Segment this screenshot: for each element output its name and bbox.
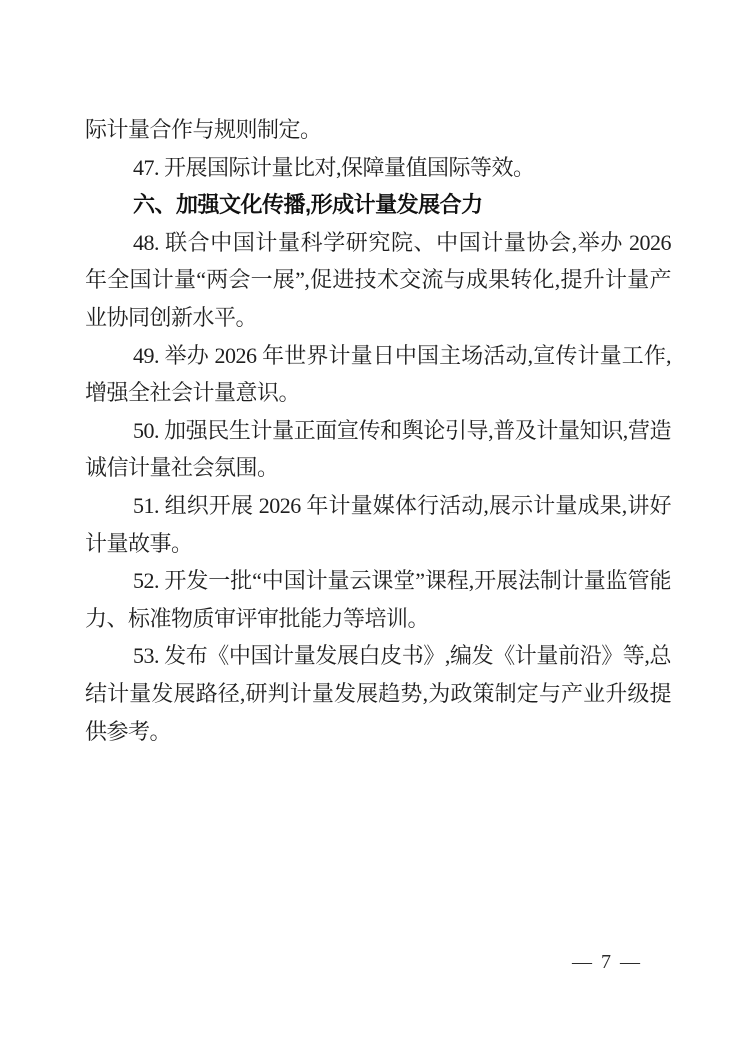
document-body [85,111,671,750]
page-number: — 7 — [572,951,642,973]
item-49: 49. 举办 2026 年世界计量日中国主场活动,宣传计量工作,增强全社会计量意识。 [85,342,671,406]
item-53: 53. 发布《中国计量发展白皮书》,编发《计量前沿》等,总结计量发展路径,研判计量发展趋势,为政策制定与产业升级提供参考。 [85,643,671,744]
item-50: 50. 加强民生计量正面宣传和舆论引导,普及计量知识,营造诚信计量社会氛围。 [85,417,671,481]
section-heading-six: 六、加强文化传播,形成计量发展合力 [133,192,483,218]
paragraph-continuation: 际计量合作与规则制定。 [85,117,322,142]
item-51: 51. 组织开展 2026 年计量媒体行活动,展示计量成果,讲好计量故事。 [85,492,671,556]
item-47: 47. 开展国际计量比对,保障量值国际等效。 [133,154,535,180]
item-48: 48. 联合中国计量科学研究院、中国计量协会,举办 2026 年全国计量“两会一展”,促进技术交流与成果转化,提升计量产业协同创新水平。 [85,229,671,330]
item-52: 52. 开发一批“中国计量云课堂”课程,开展法制计量监管能力、标准物质审评审批能力等培训。 [85,568,671,631]
